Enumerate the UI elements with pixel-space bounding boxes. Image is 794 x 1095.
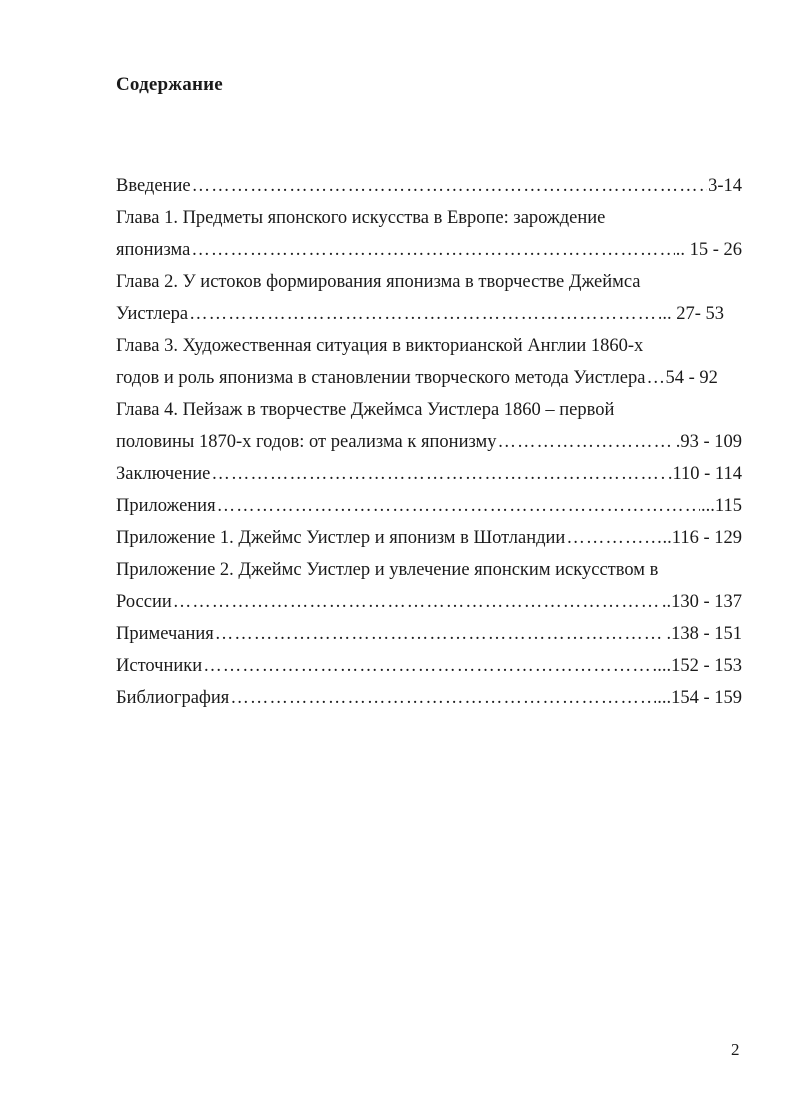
toc-entry-pages: ...154 - 159 xyxy=(657,688,742,708)
toc-leader-dots xyxy=(189,298,661,330)
toc-leader-dots xyxy=(215,618,666,650)
toc-entry-pages: …..116 - 129 xyxy=(644,528,742,548)
page-title: Содержание xyxy=(116,74,223,95)
toc-entry-label: Заключение xyxy=(116,464,211,484)
toc-entry-pages: ...115 xyxy=(701,496,742,516)
toc-entry-label: половины 1870-х годов: от реализма к японизму xyxy=(116,432,497,452)
toc-entry-chapter-2 xyxy=(116,298,742,330)
toc-entry-pages: .93 - 109 xyxy=(675,432,742,452)
toc-entry-appendix-1 xyxy=(116,522,742,554)
toc-leader-dots xyxy=(203,650,656,682)
toc-leader-dots xyxy=(211,458,666,490)
toc-entry-appendix-2-line-1: Приложение 2. Джеймс Уистлер и увлечение японским искусством в xyxy=(116,560,659,580)
toc-entry-appendix-2 xyxy=(116,586,742,618)
toc-entry-pages: .. 27- 53 xyxy=(662,304,724,324)
toc-entry-label: Приложение 1. Джеймс Уистлер и японизм в Шотландии xyxy=(116,528,566,548)
toc-entry-label: Источники xyxy=(116,656,203,676)
toc-entry-pages: .138 - 151 xyxy=(666,624,742,644)
toc-entry-label: Примечания xyxy=(116,624,214,644)
toc-entry-pages: .. 15 - 26 xyxy=(675,240,742,260)
toc-entry-label: России xyxy=(116,592,172,612)
toc-entry-chapter-1-line-1: Глава 1. Предметы японского искусства в Европе: зарождение xyxy=(116,208,606,228)
toc-leader-dots xyxy=(191,234,674,266)
toc-leader-dots xyxy=(497,426,674,458)
toc-entry-sources xyxy=(116,650,742,682)
toc-leader-dots xyxy=(230,682,656,714)
toc-entry-label: Уистлера xyxy=(116,304,189,324)
toc-entry-notes xyxy=(116,618,742,650)
toc-entry-label: Библиография xyxy=(116,688,230,708)
toc-entry-pages: 3-14 xyxy=(708,176,742,196)
toc-entry-label: Введение xyxy=(116,176,191,196)
toc-entry-label: японизма xyxy=(116,240,191,260)
toc-entry-pages: .110 - 114 xyxy=(667,464,742,484)
toc-leader-dots xyxy=(646,362,664,394)
toc-entry-pages: ...152 - 153 xyxy=(657,656,742,676)
toc-leader-dots xyxy=(173,586,661,618)
toc-entry-introduction xyxy=(116,170,742,202)
toc-leader-dots xyxy=(566,522,643,554)
toc-entry-chapter-4 xyxy=(116,426,742,458)
toc-entry-bibliography xyxy=(116,682,742,714)
toc-leader-dots xyxy=(192,170,708,202)
table-of-contents xyxy=(116,170,742,714)
toc-entry-label: годов и роль японизма в становлении творческого метода Уистлера xyxy=(116,368,646,388)
page-number: 2 xyxy=(731,1040,740,1059)
toc-entry-chapter-3 xyxy=(116,362,742,394)
toc-entry-conclusion xyxy=(116,458,742,490)
toc-entry-label: Приложения xyxy=(116,496,216,516)
toc-leader-dots xyxy=(217,490,700,522)
toc-entry-chapter-2-line-1: Глава 2. У истоков формирования японизма в творчестве Джеймса xyxy=(116,272,641,292)
toc-entry-pages: ..130 - 137 xyxy=(661,592,742,612)
toc-entry-chapter-1 xyxy=(116,234,742,266)
toc-entry-appendices xyxy=(116,490,742,522)
toc-entry-pages: 54 - 92 xyxy=(665,368,718,388)
toc-entry-chapter-4-line-1: Глава 4. Пейзаж в творчестве Джеймса Уистлера 1860 – первой xyxy=(116,400,615,420)
toc-entry-chapter-3-line-1: Глава 3. Художественная ситуация в викторианской Англии 1860-х xyxy=(116,336,644,356)
